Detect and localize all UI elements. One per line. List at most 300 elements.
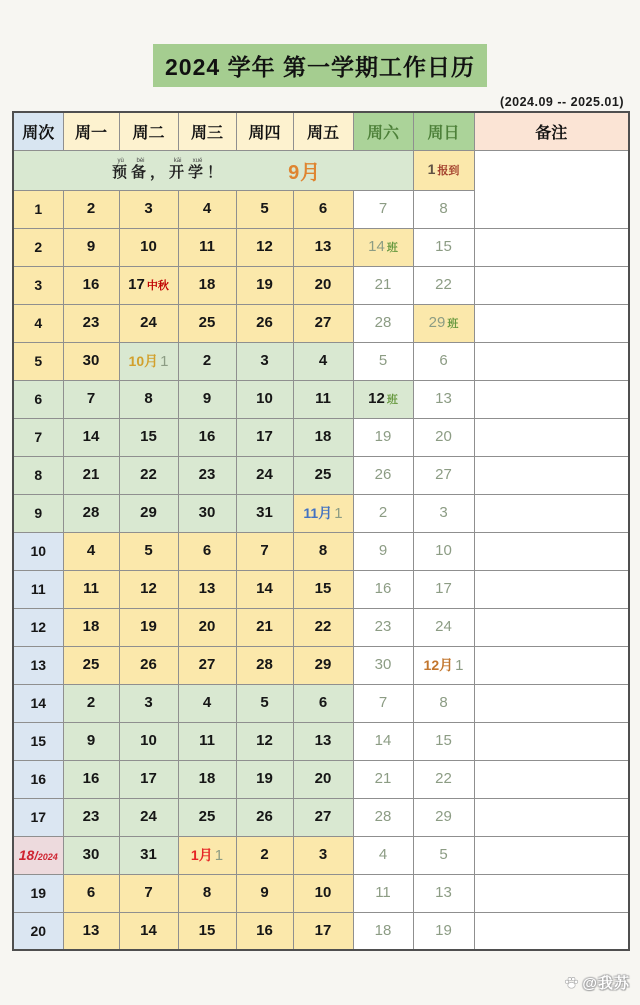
day-number: 17 [140, 770, 157, 787]
day-cell [236, 836, 293, 874]
day-cell [413, 456, 474, 494]
day-number: 12 [256, 732, 273, 749]
day-cell [413, 190, 474, 228]
day-number: 11 [375, 884, 391, 901]
day-cell [178, 266, 236, 304]
day-cell [293, 570, 353, 608]
day-number: 8 [318, 542, 328, 559]
remark-cell [474, 342, 629, 380]
day-number: 7 [378, 200, 388, 217]
day-cell [236, 760, 293, 798]
day-number: 15 [140, 428, 157, 445]
day-number: 18 [314, 428, 332, 445]
day-number: 4 [318, 352, 328, 369]
day-number: 25 [82, 656, 100, 673]
day-cell [413, 912, 474, 950]
day-number: 6 [202, 542, 212, 559]
day-cell [119, 342, 178, 380]
day-number: 9 [378, 542, 388, 559]
remark-cell [474, 494, 629, 532]
day-cell [353, 418, 413, 456]
day-number: 18 [374, 921, 392, 939]
day-cell [353, 304, 413, 342]
day-cell [178, 722, 236, 760]
col-header-wed: 周三 [178, 112, 236, 150]
day-cell [63, 646, 119, 684]
remark-cell [474, 722, 629, 760]
day-cell [178, 874, 236, 912]
day-cell [178, 684, 236, 722]
day-cell [353, 380, 413, 418]
day-number: 27 [314, 808, 332, 825]
day-cell [413, 646, 474, 684]
day-number: 13 [82, 921, 100, 939]
day-number: 26 [256, 314, 273, 331]
day-number: 25 [314, 466, 332, 483]
day-number: 29 [140, 504, 157, 521]
month-banner-row [13, 150, 629, 190]
remark-cell [474, 646, 629, 684]
day-cell [178, 228, 236, 266]
day-number: 17 [435, 580, 452, 597]
day-cell [236, 342, 293, 380]
day-number: 26 [140, 656, 157, 673]
day-number: 3 [144, 694, 153, 711]
day-number: 23 [198, 466, 216, 483]
week-row [13, 342, 629, 380]
day-cell [236, 228, 293, 266]
day-number: 11 [315, 390, 331, 407]
day-cell [178, 532, 236, 570]
day-number: 13 [198, 580, 216, 597]
header-row [13, 112, 629, 150]
day-number: 12 [368, 390, 385, 407]
day-number: 19 [256, 770, 273, 787]
day-number: 31 [140, 846, 157, 863]
day-number: 26 [256, 808, 273, 825]
day-cell [413, 380, 474, 418]
day-number: 22 [435, 276, 452, 293]
day-number: 16 [82, 276, 100, 293]
day-cell [413, 532, 474, 570]
month-label: 1月 [190, 847, 213, 863]
week-row [13, 380, 629, 418]
remark-cell [474, 874, 629, 912]
day-cell [353, 912, 413, 950]
day-cell [63, 608, 119, 646]
week-row [13, 646, 629, 684]
day-cell [293, 646, 353, 684]
day-cell [119, 646, 178, 684]
week-cell: 13 [13, 646, 63, 684]
week-cell: 18/2024 [13, 836, 63, 874]
day-number: 17 [128, 276, 145, 293]
day-number: 30 [374, 656, 392, 673]
day-number: 21 [374, 770, 392, 787]
day-number: 19 [256, 276, 273, 293]
day-cell [293, 342, 353, 380]
day-number: 2 [202, 352, 212, 369]
day-number: 30 [82, 352, 100, 369]
day-cell [236, 570, 293, 608]
day-number: 2 [86, 200, 96, 217]
week-row [13, 760, 629, 798]
title-bar [0, 44, 640, 87]
day-number: 29 [428, 314, 446, 331]
day-number: 23 [374, 618, 392, 635]
day-cell [119, 570, 178, 608]
week-row [13, 608, 629, 646]
day-cell [293, 456, 353, 494]
day-number: 20 [314, 770, 332, 787]
day-number: 3 [144, 200, 153, 217]
calendar-table [12, 111, 630, 951]
day-cell [178, 494, 236, 532]
col-header-thu: 周四 [236, 112, 293, 150]
day-cell [119, 608, 178, 646]
day-number: 4 [378, 846, 388, 863]
day-number: 15 [314, 580, 332, 597]
day-cell [63, 266, 119, 304]
day-cell [63, 418, 119, 456]
day-cell [119, 228, 178, 266]
week-row [13, 456, 629, 494]
day-number: 6 [86, 884, 96, 901]
month-label: 9月 [288, 161, 322, 184]
day-number: 11 [199, 238, 215, 255]
day-number: 19 [374, 428, 392, 445]
day-note: 班 [386, 242, 398, 254]
day-cell [63, 532, 119, 570]
day-number: 19 [435, 921, 452, 939]
day-cell [178, 570, 236, 608]
day-number: 20 [314, 276, 332, 293]
day-cell [236, 646, 293, 684]
day-number: 22 [140, 466, 157, 483]
col-header-fri: 周五 [293, 112, 353, 150]
day-number: 28 [374, 808, 392, 825]
day-cell [236, 532, 293, 570]
week-cell: 2 [13, 228, 63, 266]
day-number: 12 [256, 238, 273, 255]
day-number: 13 [435, 884, 452, 901]
day-number: 10 [140, 238, 157, 255]
day-cell [293, 418, 353, 456]
day-cell [353, 722, 413, 760]
day-cell [293, 798, 353, 836]
day-cell [63, 190, 119, 228]
day-number: 10 [256, 390, 273, 407]
day-number: 7 [144, 884, 153, 901]
col-header-mon: 周一 [63, 112, 119, 150]
day-cell [119, 798, 178, 836]
day-note: 中秋 [146, 280, 169, 292]
day-cell [236, 494, 293, 532]
day-number: 16 [256, 921, 273, 939]
watermark-text: @我苏 [582, 975, 630, 992]
day-cell [178, 190, 236, 228]
day-number: 4 [86, 542, 96, 559]
day-number: 18 [198, 770, 216, 787]
remark-cell [474, 304, 629, 342]
day-number: 8 [439, 694, 448, 711]
day-cell [178, 608, 236, 646]
day-cell [353, 456, 413, 494]
day-cell [63, 342, 119, 380]
day-cell [63, 836, 119, 874]
day-cell [353, 190, 413, 228]
remark-cell [474, 150, 629, 228]
day-cell [63, 912, 119, 950]
day-cell [293, 228, 353, 266]
day-number: 7 [86, 390, 96, 407]
day-number: 4 [202, 694, 212, 711]
day-number: 11 [83, 580, 99, 597]
day-cell [353, 836, 413, 874]
week-cell: 4 [13, 304, 63, 342]
day-number: 7 [378, 694, 388, 711]
day-cell [293, 684, 353, 722]
day-number: 17 [256, 428, 273, 445]
day-cell [119, 304, 178, 342]
day-number: 23 [82, 808, 100, 825]
day-number: 26 [374, 466, 392, 483]
day-number: 28 [256, 656, 273, 673]
day-cell [119, 760, 178, 798]
week-cell: 10 [13, 532, 63, 570]
day-cell [236, 304, 293, 342]
week-row [13, 570, 629, 608]
day-number: 24 [140, 314, 157, 331]
day-cell [413, 228, 474, 266]
day-cell [236, 266, 293, 304]
week-row [13, 532, 629, 570]
day-number: 1 [160, 353, 169, 370]
week-cell: 20 [13, 912, 63, 950]
day-cell [413, 266, 474, 304]
day-cell [236, 874, 293, 912]
day-cell [236, 684, 293, 722]
week-cell: 5 [13, 342, 63, 380]
day-cell [293, 608, 353, 646]
day-number: 21 [82, 466, 100, 483]
day-cell [293, 266, 353, 304]
week-cell: 9 [13, 494, 63, 532]
day-cell [413, 304, 474, 342]
day-number: 9 [86, 238, 96, 255]
day-number: 11 [199, 732, 215, 749]
day-number: 27 [314, 314, 332, 331]
day-cell [178, 304, 236, 342]
day-number: 28 [82, 504, 100, 521]
month-label: 11月 [303, 505, 333, 521]
remark-cell [474, 418, 629, 456]
report-day-cell [413, 150, 474, 190]
day-number: 14 [140, 921, 157, 939]
day-cell [63, 380, 119, 418]
day-number: 3 [439, 504, 448, 521]
day-number: 18 [198, 276, 216, 293]
day-cell [353, 798, 413, 836]
day-cell [413, 494, 474, 532]
day-number: 3 [260, 352, 269, 369]
month-label: 10月 [128, 353, 159, 369]
day-cell [413, 684, 474, 722]
remark-cell [474, 836, 629, 874]
week-cell: 1 [13, 190, 63, 228]
day-number: 16 [198, 428, 216, 445]
day-number: 30 [198, 504, 216, 521]
week-cell: 6 [13, 380, 63, 418]
day-cell [293, 874, 353, 912]
day-note: 班 [447, 318, 459, 330]
day-number: 22 [435, 770, 452, 787]
day-number: 10 [140, 732, 157, 749]
week-row [13, 228, 629, 266]
day-cell [413, 418, 474, 456]
day-cell [293, 912, 353, 950]
month-banner-cell [13, 150, 413, 190]
remark-cell [474, 570, 629, 608]
week-row [13, 836, 629, 874]
week-row [13, 684, 629, 722]
day-cell [293, 836, 353, 874]
day-number: 25 [198, 808, 216, 825]
day-number: 18 [82, 618, 100, 635]
day-number: 14 [374, 732, 392, 749]
day-number: 5 [439, 846, 448, 863]
day-cell [353, 874, 413, 912]
day-number: 2 [260, 846, 269, 863]
day-cell [413, 722, 474, 760]
day-cell [236, 608, 293, 646]
day-cell [63, 798, 119, 836]
day-number: 20 [198, 618, 216, 635]
day-cell [63, 456, 119, 494]
day-cell [119, 266, 178, 304]
day-cell [353, 608, 413, 646]
day-number: 28 [374, 314, 392, 331]
day-number: 9 [86, 732, 96, 749]
day-cell [413, 874, 474, 912]
day-number: 27 [435, 466, 452, 483]
day-cell [63, 304, 119, 342]
remark-cell [474, 684, 629, 722]
remark-cell [474, 608, 629, 646]
col-header-sat: 周六 [353, 112, 413, 150]
day-number: 15 [198, 921, 216, 939]
day-cell [63, 722, 119, 760]
day-number: 1 [214, 847, 224, 864]
remark-cell [474, 228, 629, 266]
day-number: 27 [198, 656, 216, 673]
day-cell [236, 190, 293, 228]
month-label: 12月 [423, 657, 454, 673]
day-number: 9 [202, 390, 212, 407]
remark-cell [474, 456, 629, 494]
day-cell [119, 532, 178, 570]
week-row [13, 798, 629, 836]
day-cell [236, 722, 293, 760]
day-number: 21 [256, 618, 273, 635]
day-cell [236, 418, 293, 456]
day-note: 报到 [437, 165, 460, 177]
day-number: 14 [82, 428, 100, 445]
week-cell: 7 [13, 418, 63, 456]
day-number: 15 [435, 732, 452, 749]
day-number: 12 [140, 580, 157, 597]
day-number: 21 [374, 276, 392, 293]
day-cell [353, 684, 413, 722]
day-cell [63, 684, 119, 722]
day-number: 6 [439, 352, 448, 369]
day-cell [293, 190, 353, 228]
week-cell: 14 [13, 684, 63, 722]
day-number: 24 [140, 808, 157, 825]
day-cell [119, 722, 178, 760]
week-cell: 16 [13, 760, 63, 798]
day-number: 19 [140, 618, 157, 635]
day-cell [119, 456, 178, 494]
day-number: 15 [435, 238, 452, 255]
week-row [13, 266, 629, 304]
day-cell [119, 836, 178, 874]
remark-cell [474, 532, 629, 570]
day-number: 22 [314, 618, 332, 635]
day-number: 16 [82, 770, 100, 787]
date-range: (2024.09 -- 2025.01) [500, 95, 624, 109]
week-row [13, 418, 629, 456]
day-cell [178, 342, 236, 380]
page-title: 2024 学年 第一学期工作日历 [153, 44, 487, 87]
day-cell [353, 494, 413, 532]
col-header-week: 周次 [13, 112, 63, 150]
col-header-remarks: 备注 [474, 112, 629, 150]
day-number: 1 [427, 161, 436, 177]
day-cell [119, 380, 178, 418]
day-number: 8 [202, 884, 212, 901]
day-number: 23 [82, 314, 100, 331]
day-number: 5 [144, 542, 153, 559]
day-cell [63, 874, 119, 912]
day-cell [413, 798, 474, 836]
day-number: 5 [260, 200, 269, 217]
day-cell [236, 912, 293, 950]
day-number: 3 [318, 846, 328, 863]
remark-cell [474, 380, 629, 418]
day-number: 10 [435, 542, 452, 559]
day-cell [293, 380, 353, 418]
week-row [13, 722, 629, 760]
remark-cell [474, 760, 629, 798]
day-cell [293, 304, 353, 342]
day-cell [236, 380, 293, 418]
day-cell [353, 228, 413, 266]
week-cell: 12 [13, 608, 63, 646]
day-cell [119, 874, 178, 912]
day-cell [293, 722, 353, 760]
week-cell: 19 [13, 874, 63, 912]
day-number: 30 [82, 846, 100, 863]
remark-cell [474, 798, 629, 836]
day-cell [353, 760, 413, 798]
watermark [563, 972, 630, 993]
day-cell [353, 342, 413, 380]
day-number: 29 [314, 656, 332, 673]
day-number: 29 [435, 808, 452, 825]
day-cell [178, 646, 236, 684]
day-number: 14 [368, 238, 385, 255]
